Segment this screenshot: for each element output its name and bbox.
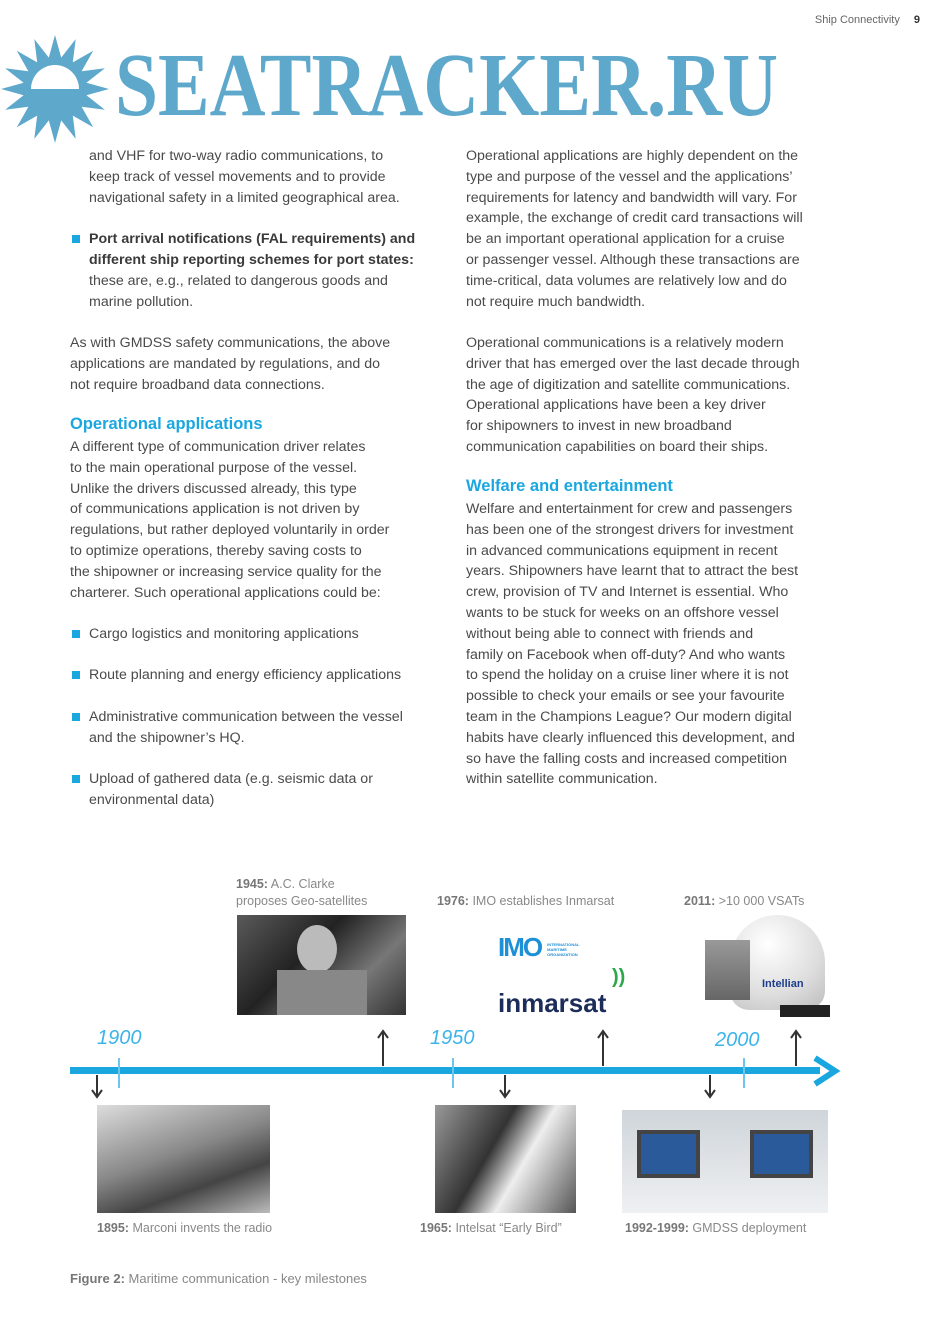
year-1950: 1950 bbox=[430, 1027, 475, 1049]
text-line: environmental data) bbox=[89, 791, 215, 808]
page-number: 9 bbox=[913, 14, 920, 26]
year-1900: 1900 bbox=[97, 1027, 142, 1049]
caption-1976: 1976: IMO establishes Inmarsat bbox=[437, 894, 615, 908]
bullet-item bbox=[89, 769, 373, 811]
text-line: As with GMDSS safety communications, the above bbox=[70, 335, 391, 351]
text-line: Cargo logistics and monitoring applications bbox=[89, 626, 359, 642]
bullet-item bbox=[89, 665, 401, 686]
heading-welfare: Welfare and entertainment bbox=[466, 477, 673, 495]
text-line: not require much bandwidth. bbox=[466, 293, 646, 310]
text-line: the age of digitization and satellite communications. bbox=[466, 376, 791, 393]
text-line: time-critical, data volumes are relatively low and do bbox=[466, 272, 787, 289]
text-line: family on Facebook when off-duty? And who wants bbox=[466, 646, 786, 663]
inmarsat-logo: inmarsat bbox=[498, 988, 607, 1018]
text-line: possible to check your emails or see your favourite bbox=[466, 688, 785, 705]
text-line: without being able to connect with friends and bbox=[466, 625, 754, 642]
text-line: team in the Champions League? Our modern digital bbox=[466, 708, 792, 725]
text-line: Upload of gathered data (e.g. seismic data or bbox=[89, 771, 373, 787]
text-line: not require broadband data connections. bbox=[70, 376, 325, 393]
caption-1945: 1945: A.C. Clarke proposes Geo-satellites bbox=[236, 877, 368, 908]
text-line: Operational communications is a relatively modern bbox=[466, 335, 784, 351]
text-line: to optimize operations, thereby saving costs to bbox=[70, 542, 362, 559]
text-line: Port arrival notifications (FAL requirements) and bbox=[89, 231, 416, 247]
text-line: to spend the holiday on a cruise liner where it is not bbox=[466, 667, 789, 684]
text-line: Administrative communication between the vessel bbox=[89, 709, 403, 725]
early-bird-photo bbox=[435, 1105, 576, 1213]
text-line: requirements for latency and bandwidth will vary. For bbox=[466, 189, 797, 206]
bullet-icon bbox=[72, 630, 80, 638]
caption-1965: 1965: Intelsat “Early Bird” bbox=[420, 1221, 562, 1235]
text-line: keep track of vessel movements and to provide bbox=[89, 168, 386, 185]
text-line: communication capabilities on board their ships. bbox=[466, 438, 769, 455]
text-line: applications are mandated by regulations, and do bbox=[70, 355, 380, 372]
text-line: navigational safety in a limited geographical area. bbox=[89, 189, 400, 206]
bullet-icon bbox=[72, 775, 80, 783]
text-line: so have the falling costs and increased competition bbox=[466, 750, 787, 767]
text-line: these are, e.g., related to dangerous goods and bbox=[89, 273, 388, 289]
bullet-fal-bold bbox=[89, 229, 415, 271]
timeline-axis bbox=[0, 1020, 932, 1100]
text-line: in advanced communications equipment in recent bbox=[466, 542, 778, 559]
page-header bbox=[815, 14, 920, 26]
right-para-2 bbox=[466, 333, 800, 458]
heading-operational: Operational applications bbox=[70, 415, 263, 433]
text-line: to the main operational purpose of the vessel. bbox=[70, 459, 358, 476]
left-para-1 bbox=[89, 146, 400, 208]
text-line: Unlike the drivers discussed already, this type bbox=[70, 480, 357, 497]
text-line: or passenger vessel. Although these transactions are bbox=[466, 251, 800, 268]
text-line: within satellite communication. bbox=[466, 771, 658, 788]
sun-watermark-icon bbox=[0, 34, 110, 144]
figure-caption: Figure 2: Maritime communication - key milestones bbox=[70, 1271, 367, 1286]
text-line: charterer. Such operational applications could be: bbox=[70, 584, 381, 601]
vsat-antenna-photo: Intellian bbox=[700, 915, 830, 1025]
text-line: and VHF for two-way radio communications, to bbox=[89, 148, 384, 164]
left-para-2 bbox=[70, 333, 390, 395]
bullet-icon bbox=[72, 713, 80, 721]
text-line: of communications application is not driven by bbox=[70, 501, 360, 518]
header-title: Ship Connectivity bbox=[814, 14, 900, 26]
right-para-3 bbox=[466, 499, 798, 790]
timeline-line bbox=[70, 1067, 820, 1074]
caption-1895: 1895: Marconi invents the radio bbox=[97, 1221, 273, 1235]
text-line: wants to be stuck for weeks on an offshore vessel bbox=[466, 604, 779, 621]
text-line: A different type of communication driver relates bbox=[70, 439, 366, 455]
text-line: driver that has emerged over the last decade through bbox=[466, 355, 800, 372]
text-line: example, the exchange of credit card transactions will bbox=[466, 210, 803, 227]
text-line: type and purpose of the vessel and the applications’ bbox=[466, 168, 793, 185]
text-line: crew, provision of TV and Internet is essential. Who bbox=[466, 584, 789, 601]
bullet-fal-text bbox=[89, 271, 388, 313]
imo-logo: IMO INTERNATIONAL MARITIME ORGANIZATION bbox=[498, 932, 580, 962]
inmarsat-signal-icon: )) bbox=[612, 966, 626, 988]
caption-2011: 2011: >10 000 VSATs bbox=[684, 894, 805, 908]
bullet-icon bbox=[72, 235, 80, 243]
text-line: years. Shipowners have learnt that to attract the best bbox=[466, 563, 799, 580]
text-line: Operational applications have been a key driver bbox=[466, 397, 766, 414]
text-line: marine pollution. bbox=[89, 293, 194, 310]
caption-1992: 1992-1999: GMDSS deployment bbox=[625, 1221, 807, 1235]
clarke-photo bbox=[237, 915, 406, 1015]
milestone-arrows bbox=[92, 1031, 801, 1097]
marconi-photo bbox=[97, 1105, 270, 1213]
text-line: Welfare and entertainment for crew and passengers bbox=[466, 501, 793, 517]
bullet-icon bbox=[72, 671, 80, 679]
text-line: habits have clearly influenced this development, and bbox=[466, 729, 795, 746]
text-line: for shipowners to invest in new broadband bbox=[466, 418, 732, 435]
text-line: regulations, but rather deployed voluntarily in order bbox=[70, 522, 390, 539]
watermark-text: SEATRACKER.RU bbox=[115, 36, 779, 135]
right-para-1 bbox=[466, 146, 803, 312]
text-line: has been one of the strongest drivers for investment bbox=[466, 521, 794, 538]
text-line: Operational applications are highly dependent on the bbox=[466, 148, 799, 164]
left-para-3 bbox=[70, 437, 389, 603]
text-line: be an important operational application for a cruise bbox=[466, 231, 785, 248]
text-line: the shipowner or increasing service quality for the bbox=[70, 563, 382, 580]
text-line: different ship reporting schemes for port states: bbox=[89, 251, 414, 268]
bullet-item bbox=[89, 707, 403, 749]
text-line: and the shipowner’s HQ. bbox=[89, 729, 245, 746]
year-2000: 2000 bbox=[715, 1029, 760, 1051]
bullet-item bbox=[89, 624, 359, 645]
gmdss-console-photo bbox=[622, 1110, 828, 1213]
text-line: Route planning and energy efficiency applications bbox=[89, 667, 402, 683]
